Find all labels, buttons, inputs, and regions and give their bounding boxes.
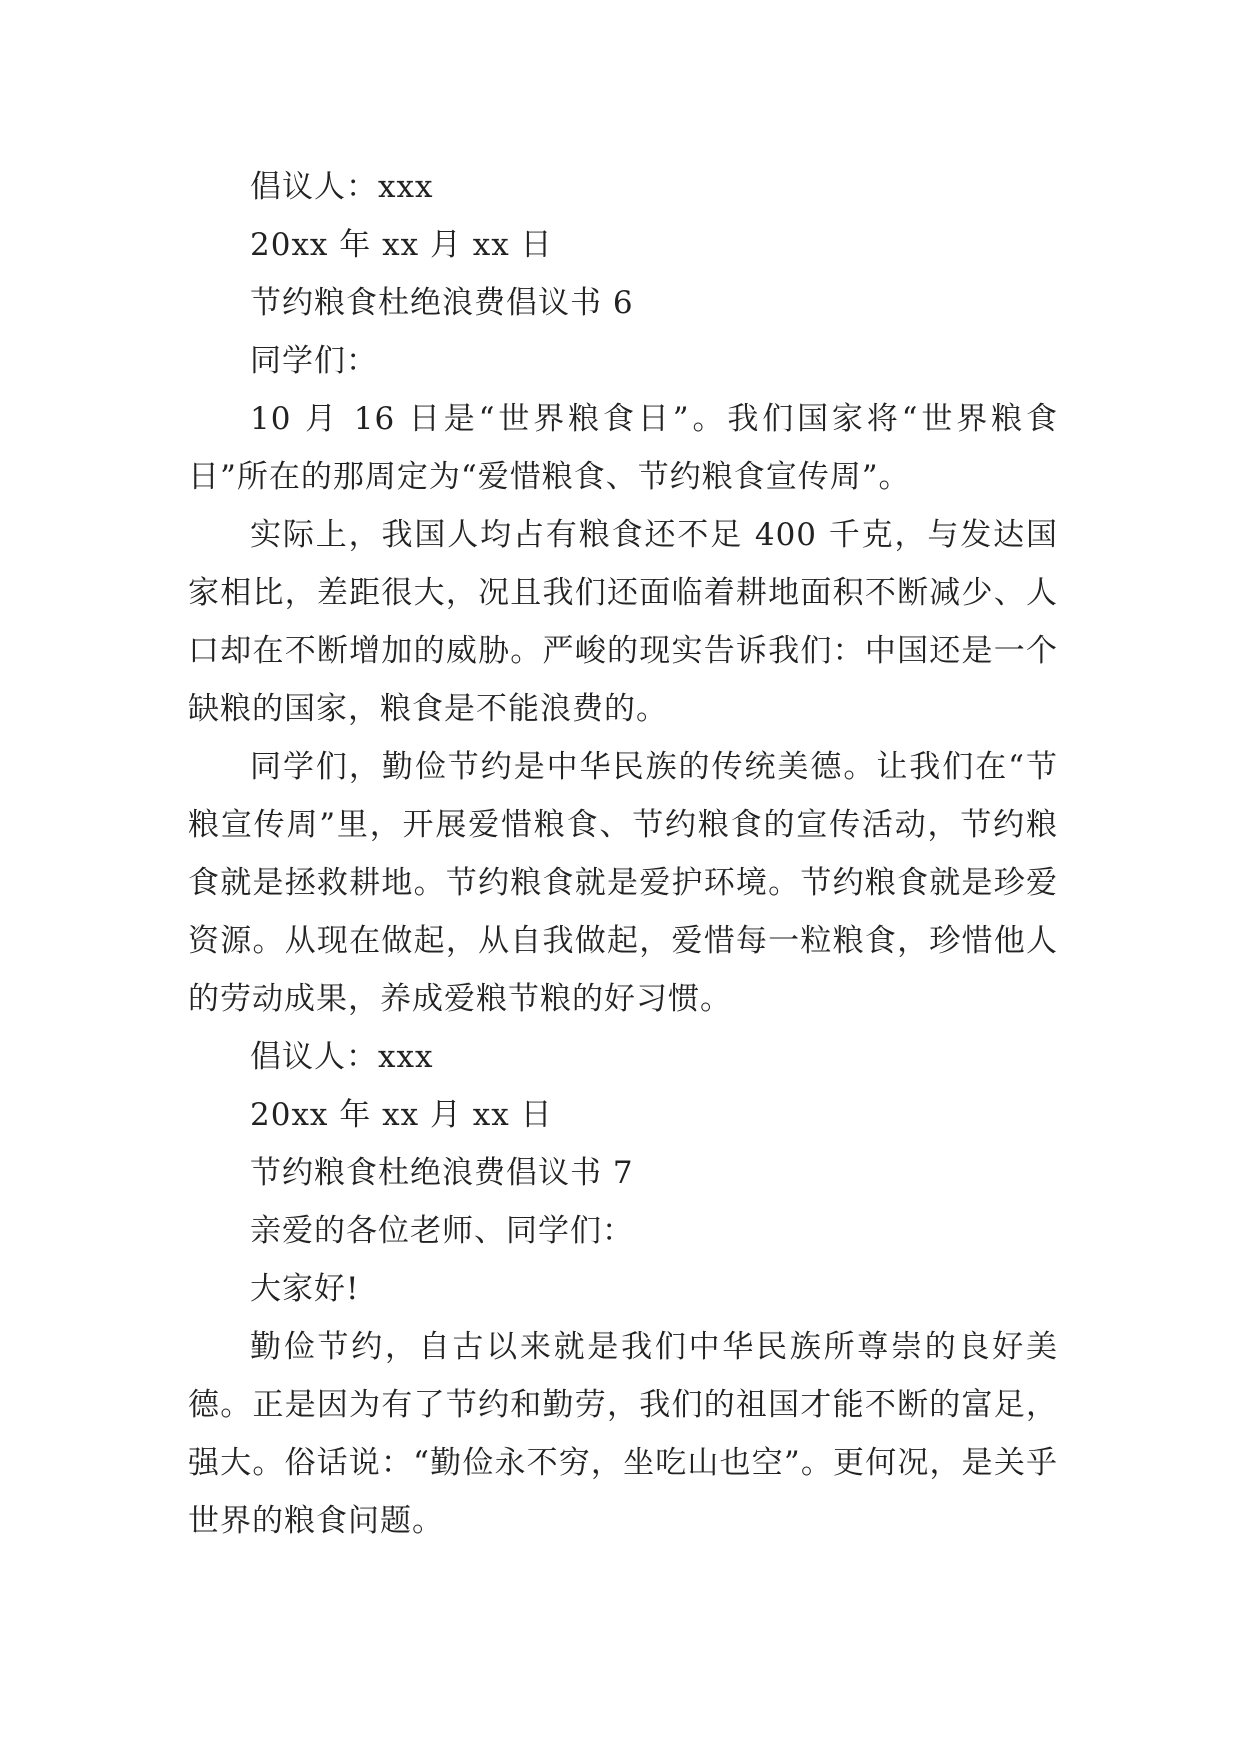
body-paragraph: 实际上，我国人均占有粮食还不足 400 千克，与发达国家相比，差距很大，况且我们还面临着耕地面积不断减少、人口却在不断增加的威胁。严峻的现实告诉我们：中国还是一个缺粮的国家，粮食是不能浪费的。	[188, 517, 1058, 727]
greeting: 大家好!	[250, 1271, 360, 1307]
body-paragraph: 10 月 16 日是“世界粮食日”。我们国家将“世界粮食日”所在的那周定为“爱惜粮食、节约粮食宣传周”。	[188, 401, 1058, 495]
date-line: 20xx 年 xx 月 xx 日	[250, 1097, 553, 1133]
body-paragraph: 同学们，勤俭节约是中华民族的传统美德。让我们在“节粮宣传周”里，开展爱惜粮食、节约粮食的宣传活动，节约粮食就是拯救耕地。节约粮食就是爱护环境。节约粮食就是珍爱资源。从现在做起，从自我做起，爱惜每一粒粮食，珍惜他人的劳动成果，养成爱粮节粮的好习惯。	[188, 749, 1058, 1017]
salutation: 同学们：	[250, 343, 378, 379]
salutation: 亲爱的各位老师、同学们：	[250, 1213, 634, 1249]
document-body	[188, 158, 1058, 1550]
section-heading: 节约粮食杜绝浪费倡议书 7	[250, 1155, 634, 1191]
body-paragraph: 勤俭节约，自古以来就是我们中华民族所尊崇的良好美德。正是因为有了节约和勤劳，我们的祖国才能不断的富足，强大。俗话说：“勤俭永不穷，坐吃山也空”。更何况，是关乎世界的粮食问题。	[188, 1329, 1058, 1539]
proposer-line: 倡议人：xxx	[250, 169, 434, 205]
section-heading: 节约粮食杜绝浪费倡议书 6	[250, 285, 634, 321]
date-line: 20xx 年 xx 月 xx 日	[250, 227, 553, 263]
proposer-line: 倡议人：xxx	[250, 1039, 434, 1075]
